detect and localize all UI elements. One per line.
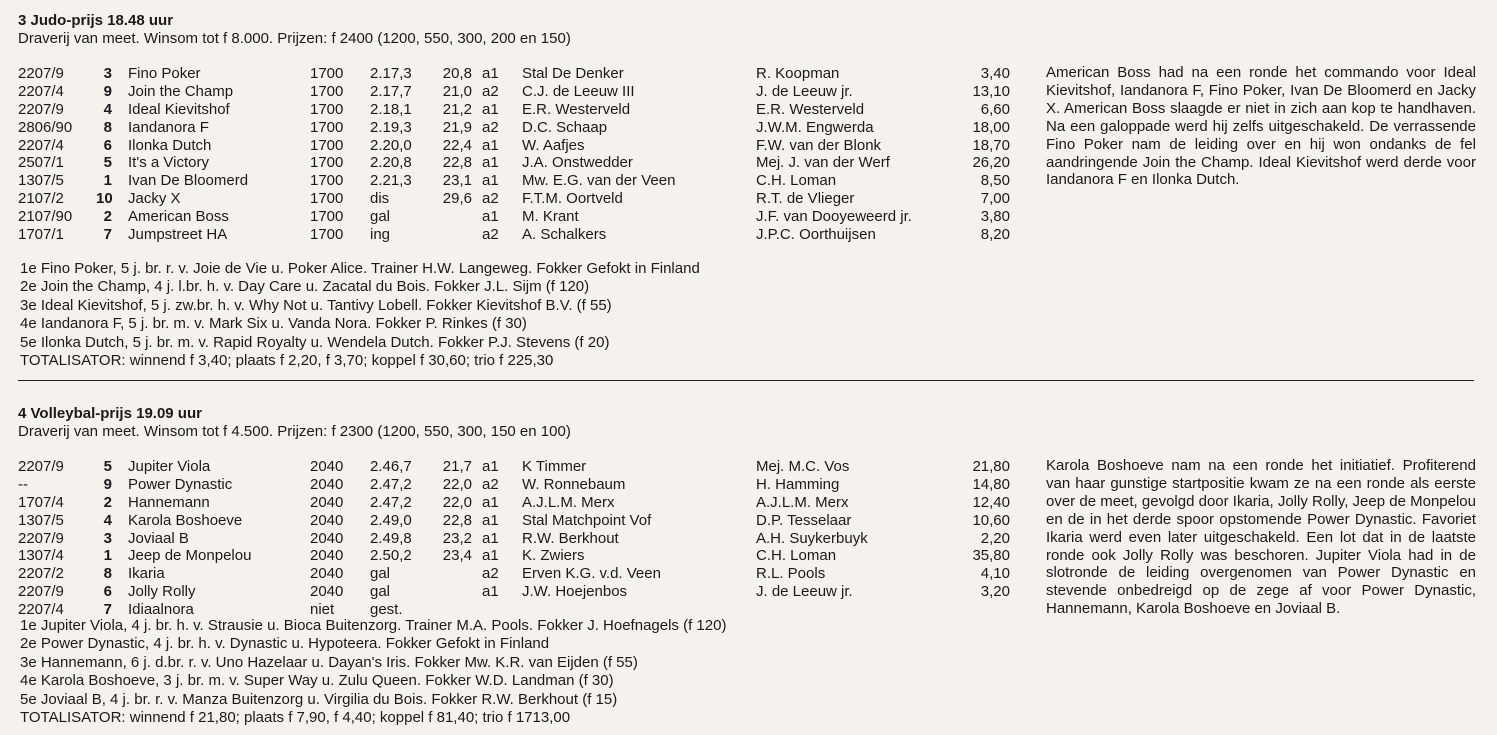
placings-list bbox=[20, 260, 700, 370]
class: a1 bbox=[482, 208, 499, 226]
start-date: 1307/4 bbox=[18, 547, 64, 565]
owner: R.W. Berkhout bbox=[522, 529, 619, 547]
placing-line: 3e Hannemann, 6 j. d.br. r. v. Uno Hazelaar u. Dayan's Iris. Fokker Mw. K.R. van Eijden (f 55) bbox=[20, 653, 638, 671]
driver: J. de Leeuw jr. bbox=[756, 82, 853, 100]
class: a1 bbox=[482, 458, 499, 475]
start-date: 2207/9 bbox=[18, 458, 64, 475]
class: a2 bbox=[482, 82, 499, 100]
reduction-time: 21,7 bbox=[442, 458, 472, 475]
start-number: 5 bbox=[103, 458, 112, 475]
horse-name: Jupiter Viola bbox=[128, 458, 211, 475]
horse-name: Join the Champ bbox=[128, 82, 234, 100]
start-date: 2507/1 bbox=[18, 154, 64, 172]
class: a1 bbox=[482, 547, 499, 565]
driver: J.P.C. Oorthuijsen bbox=[756, 226, 876, 244]
owner: J.W. Hoejenbos bbox=[522, 583, 628, 601]
driver: J. de Leeuw jr. bbox=[756, 583, 853, 601]
owner: A. Schalkers bbox=[522, 226, 607, 244]
odds: 3,20 bbox=[980, 583, 1010, 601]
section-divider bbox=[18, 380, 1474, 381]
driver: C.H. Loman bbox=[756, 547, 837, 565]
race-summary: American Boss had na een ronde het commando voor Ideal Kievitshof, Iandanora F, Fino Poker, Ivan De Bloomerd en Jacky X. American Boss slaagde er niet in zich aan kop te handhaven. Na een galoppade werd hij zelfs uitgeschakeld. De verrassende Fino Poker nam de leiding over en hij won ondanks de fel aandringende Join the Champ. Ideal Kievitshof werd derde voor Iandanora F en Ilonka Dutch. bbox=[1046, 64, 1476, 189]
start-date: 2207/4 bbox=[18, 82, 64, 100]
table-row bbox=[18, 512, 1028, 530]
odds: 4,10 bbox=[980, 565, 1010, 583]
start-number: 8 bbox=[103, 565, 112, 583]
owner: F.T.M. Oortveld bbox=[522, 190, 623, 208]
race-time: 2.19,3 bbox=[370, 118, 412, 136]
table-row bbox=[18, 583, 1028, 601]
reduction-time: 22,0 bbox=[442, 475, 472, 493]
race-time: gal bbox=[370, 565, 391, 583]
class: a1 bbox=[482, 529, 499, 547]
odds: 7,00 bbox=[980, 190, 1010, 208]
horse-name: Ilonka Dutch bbox=[128, 136, 212, 154]
race-time: ing bbox=[370, 226, 391, 244]
distance: 1700 bbox=[310, 190, 344, 208]
owner: C.J. de Leeuw III bbox=[522, 82, 635, 100]
race-time: 2.20,8 bbox=[370, 154, 412, 172]
distance: 2040 bbox=[310, 475, 344, 493]
owner: W. Ronnebaum bbox=[522, 475, 626, 493]
race-time: 2.18,1 bbox=[370, 100, 412, 118]
driver: Mej. J. van der Werf bbox=[756, 154, 890, 172]
start-date: 2207/9 bbox=[18, 529, 64, 547]
distance: 1700 bbox=[310, 154, 344, 172]
driver: C.H. Loman bbox=[756, 172, 837, 190]
start-number: 2 bbox=[103, 208, 112, 226]
class: a2 bbox=[482, 475, 499, 493]
start-date: 1307/5 bbox=[18, 172, 64, 190]
start-date: -- bbox=[18, 475, 28, 493]
distance: 2040 bbox=[310, 565, 344, 583]
reduction-time: 22,8 bbox=[442, 154, 472, 172]
distance: 1700 bbox=[310, 226, 344, 244]
driver: Mej. M.C. Vos bbox=[756, 458, 850, 475]
horse-name: Ikaria bbox=[128, 565, 165, 583]
reduction-time: 22,8 bbox=[442, 511, 472, 529]
race-section-judo bbox=[18, 12, 1478, 370]
owner: K Timmer bbox=[522, 458, 587, 475]
reduction-time: 21,9 bbox=[442, 118, 472, 136]
race-section-volleybal bbox=[18, 405, 1478, 727]
distance: 1700 bbox=[310, 118, 344, 136]
driver: F.W. van der Blonk bbox=[756, 136, 882, 154]
table-row bbox=[18, 154, 1028, 172]
race-time: dis bbox=[370, 190, 390, 208]
start-date: 2207/9 bbox=[18, 65, 64, 82]
class: a1 bbox=[482, 511, 499, 529]
owner: Mw. E.G. van der Veen bbox=[522, 172, 676, 190]
distance: 2040 bbox=[310, 583, 344, 601]
driver: A.J.L.M. Merx bbox=[756, 493, 849, 511]
start-number: 6 bbox=[103, 136, 112, 154]
start-number: 1 bbox=[103, 547, 112, 565]
odds: 21,80 bbox=[972, 458, 1010, 475]
horse-name: Iandanora F bbox=[128, 118, 209, 136]
table-row bbox=[18, 547, 1028, 565]
odds: 3,40 bbox=[980, 65, 1010, 82]
horse-name: Ideal Kievitshof bbox=[128, 100, 230, 118]
table-row bbox=[18, 458, 1028, 476]
start-date: 2207/9 bbox=[18, 100, 64, 118]
table-row bbox=[18, 65, 1028, 83]
driver: J.W.M. Engwerda bbox=[756, 118, 874, 136]
owner: W. Aafjes bbox=[522, 136, 585, 154]
class: a2 bbox=[482, 190, 499, 208]
totalisator-line: TOTALISATOR: winnend f 3,40; plaats f 2,20, f 3,70; koppel f 30,60; trio f 225,30 bbox=[20, 352, 554, 370]
start-date: 2207/4 bbox=[18, 136, 64, 154]
owner: M. Krant bbox=[522, 208, 579, 226]
distance: 2040 bbox=[310, 511, 344, 529]
class: a1 bbox=[482, 136, 499, 154]
driver: R. Koopman bbox=[756, 65, 840, 82]
odds: 10,60 bbox=[972, 511, 1010, 529]
race-time: 2.47,2 bbox=[370, 475, 412, 493]
class: a1 bbox=[482, 583, 499, 601]
distance: 2040 bbox=[310, 493, 344, 511]
distance: 1700 bbox=[310, 82, 344, 100]
odds: 14,80 bbox=[972, 475, 1010, 493]
start-number: 8 bbox=[103, 118, 112, 136]
result-table bbox=[18, 65, 1028, 244]
race-title: 3 Judo-prijs 18.48 uur bbox=[18, 12, 174, 29]
class: a1 bbox=[482, 154, 499, 172]
distance: 2040 bbox=[310, 547, 344, 565]
start-number: 7 bbox=[103, 601, 112, 619]
owner: Stal Matchpoint Vof bbox=[522, 511, 652, 529]
placing-line: 2e Join the Champ, 4 j. l.br. h. v. Day Care u. Zacatal du Bois. Fokker J.L. Sijm (f 120) bbox=[20, 278, 590, 296]
start-number: 2 bbox=[103, 493, 112, 511]
odds: 18,70 bbox=[972, 136, 1010, 154]
odds: 13,10 bbox=[972, 82, 1010, 100]
start-number: 9 bbox=[103, 475, 112, 493]
owner: A.J.L.M. Merx bbox=[522, 493, 615, 511]
driver: E.R. Westerveld bbox=[756, 100, 865, 118]
driver: R.L. Pools bbox=[756, 565, 826, 583]
table-row bbox=[18, 226, 1028, 244]
distance: 1700 bbox=[310, 100, 344, 118]
horse-name: Fino Poker bbox=[128, 65, 201, 82]
table-row bbox=[18, 137, 1028, 155]
table-row bbox=[18, 101, 1028, 119]
distance: niet bbox=[310, 601, 335, 619]
table-row bbox=[18, 565, 1028, 583]
race-time: 2.20,0 bbox=[370, 136, 412, 154]
start-number: 7 bbox=[103, 226, 112, 244]
start-number: 4 bbox=[103, 100, 112, 118]
race-time: 2.17,3 bbox=[370, 65, 412, 82]
start-number: 10 bbox=[96, 190, 113, 208]
totalisator-line: TOTALISATOR: winnend f 21,80; plaats f 7,90, f 4,40; koppel f 81,40; trio f 1713,00 bbox=[20, 709, 571, 727]
start-number: 3 bbox=[103, 65, 112, 82]
table-row bbox=[18, 494, 1028, 512]
table-row bbox=[18, 190, 1028, 208]
driver: D.P. Tesselaar bbox=[756, 511, 852, 529]
placing-line: 4e Iandanora F, 5 j. br. m. v. Mark Six u. Vanda Nora. Fokker P. Rinkes (f 30) bbox=[20, 315, 527, 333]
class: a1 bbox=[482, 100, 499, 118]
owner: K. Zwiers bbox=[522, 547, 585, 565]
race-time: 2.21,3 bbox=[370, 172, 412, 190]
distance: 1700 bbox=[310, 65, 344, 82]
placing-line: 4e Karola Boshoeve, 3 j. br. m. v. Super Way u. Zulu Queen. Fokker W.D. Landman (f 30) bbox=[20, 672, 614, 690]
table-row bbox=[18, 83, 1028, 101]
race-subtitle: Draverij van meet. Winsom tot f 4.500. Prijzen: f 2300 (1200, 550, 300, 150 en 100) bbox=[18, 423, 571, 440]
odds: 8,50 bbox=[980, 172, 1010, 190]
reduction-time: 23,2 bbox=[442, 529, 472, 547]
start-date: 2107/2 bbox=[18, 190, 64, 208]
odds: 6,60 bbox=[980, 100, 1010, 118]
start-date: 2207/2 bbox=[18, 565, 64, 583]
odds: 2,20 bbox=[980, 529, 1010, 547]
race-time: 2.46,7 bbox=[370, 458, 412, 475]
table-row bbox=[18, 172, 1028, 190]
odds: 18,00 bbox=[972, 118, 1010, 136]
start-date: 1307/5 bbox=[18, 511, 64, 529]
horse-name: It's a Victory bbox=[128, 154, 209, 172]
race-time: 2.50,2 bbox=[370, 547, 412, 565]
placing-line: 2e Power Dynastic, 4 j. br. h. v. Dynastic u. Hypoteera. Fokker Gefokt in Finland bbox=[20, 635, 550, 653]
placing-line: 3e Ideal Kievitshof, 5 j. zw.br. h. v. Why Not u. Tantivy Lobell. Fokker Kievitshof B.V. (f 55) bbox=[20, 296, 612, 314]
result-table bbox=[18, 458, 1028, 619]
race-time: 2.49,0 bbox=[370, 511, 412, 529]
reduction-time: 29,6 bbox=[442, 190, 472, 208]
start-date: 1707/1 bbox=[18, 226, 64, 244]
reduction-time: 23,1 bbox=[442, 172, 472, 190]
reduction-time: 20,8 bbox=[442, 65, 472, 82]
horse-name: Jacky X bbox=[128, 190, 181, 208]
horse-name: Idiaalnora bbox=[128, 601, 194, 619]
placing-line: 1e Jupiter Viola, 4 j. br. h. v. Strausie u. Bioca Buitenzorg. Trainer M.A. Pools. Fokker J. Hoefnagels (f 120) bbox=[20, 617, 727, 634]
placing-line: 5e Ilonka Dutch, 5 j. br. m. v. Rapid Royalty u. Wendela Dutch. Fokker P.J. Stevens (f 20) bbox=[20, 333, 610, 351]
start-date: 2207/9 bbox=[18, 583, 64, 601]
placings-list bbox=[20, 617, 726, 727]
class: a1 bbox=[482, 65, 499, 82]
race-time: gal bbox=[370, 208, 391, 226]
driver: A.H. Suykerbuyk bbox=[756, 529, 868, 547]
distance: 2040 bbox=[310, 458, 344, 475]
driver: J.F. van Dooyeweerd jr. bbox=[756, 208, 912, 226]
placing-line: 1e Fino Poker, 5 j. br. r. v. Joie de Vie u. Poker Alice. Trainer H.W. Langeweg. Fokker Gefokt in Finland bbox=[20, 260, 700, 277]
horse-name: Jumpstreet HA bbox=[128, 226, 228, 244]
class: a2 bbox=[482, 565, 499, 583]
distance: 1700 bbox=[310, 136, 344, 154]
start-date: 2806/90 bbox=[18, 118, 73, 136]
horse-name: Karola Boshoeve bbox=[128, 511, 243, 529]
odds: 35,80 bbox=[972, 547, 1010, 565]
owner: J.A. Onstwedder bbox=[522, 154, 633, 172]
start-number: 3 bbox=[103, 529, 112, 547]
horse-name: Ivan De Bloomerd bbox=[128, 172, 249, 190]
reduction-time: 22,4 bbox=[442, 136, 472, 154]
reduction-time: 23,4 bbox=[442, 547, 472, 565]
table-row bbox=[18, 530, 1028, 548]
race-time: 2.49,8 bbox=[370, 529, 412, 547]
class: a1 bbox=[482, 493, 499, 511]
distance: 1700 bbox=[310, 172, 344, 190]
horse-name: Power Dynastic bbox=[128, 475, 233, 493]
class: a2 bbox=[482, 226, 499, 244]
table-row bbox=[18, 119, 1028, 137]
horse-name: Hannemann bbox=[128, 493, 210, 511]
start-number: 6 bbox=[103, 583, 112, 601]
table-row bbox=[18, 208, 1028, 226]
owner: Stal De Denker bbox=[522, 65, 624, 82]
odds: 12,40 bbox=[972, 493, 1010, 511]
odds: 8,20 bbox=[980, 226, 1010, 244]
owner: E.R. Westerveld bbox=[522, 100, 631, 118]
horse-name: Jolly Rolly bbox=[128, 583, 196, 601]
start-date: 1707/4 bbox=[18, 493, 64, 511]
start-date: 2207/4 bbox=[18, 601, 64, 619]
horse-name: American Boss bbox=[128, 208, 229, 226]
horse-name: Joviaal B bbox=[128, 529, 189, 547]
start-date: 2107/90 bbox=[18, 208, 73, 226]
race-time: 2.17,7 bbox=[370, 82, 412, 100]
odds: 26,20 bbox=[972, 154, 1010, 172]
horse-name: Jeep de Monpelou bbox=[128, 547, 252, 565]
odds: 3,80 bbox=[980, 208, 1010, 226]
reduction-time: 21,0 bbox=[442, 82, 472, 100]
race-time: gal bbox=[370, 583, 391, 601]
driver: R.T. de Vlieger bbox=[756, 190, 855, 208]
start-number: 5 bbox=[103, 154, 112, 172]
owner: Erven K.G. v.d. Veen bbox=[522, 565, 661, 583]
start-number: 1 bbox=[103, 172, 112, 190]
race-subtitle: Draverij van meet. Winsom tot f 8.000. Prijzen: f 2400 (1200, 550, 300, 200 en 150) bbox=[18, 30, 571, 47]
table-row bbox=[18, 476, 1028, 494]
class: a1 bbox=[482, 172, 499, 190]
driver: H. Hamming bbox=[756, 475, 840, 493]
start-number: 9 bbox=[103, 82, 112, 100]
race-time: gest. bbox=[370, 601, 403, 619]
race-title: 4 Volleybal-prijs 19.09 uur bbox=[18, 405, 202, 422]
reduction-time: 22,0 bbox=[442, 493, 472, 511]
class: a2 bbox=[482, 118, 499, 136]
reduction-time: 21,2 bbox=[442, 100, 472, 118]
race-summary: Karola Boshoeve nam na een ronde het initiatief. Profiterend van haar gunstige startpositie kwam ze na een ronde als eerste over de meet, gevolgd door Ikaria, Jolly Rolly, Jeep de Monpelou en de in het derde spoor opstomende Power Dynastic. Favoriet Ikaria werd even later uitgeschakeld. Een lot dat in de laatste ronde ook Jolly Rolly was beschoren. Jupiter Viola had in de slotronde de leiding overgenomen van Power Dynastic en stevende onbedreigd op de zege af voor Power Dynastic, Hannemann, Karola Boshoeve en Joviaal B. bbox=[1046, 457, 1476, 618]
start-number: 4 bbox=[103, 511, 112, 529]
distance: 2040 bbox=[310, 529, 344, 547]
placing-line: 5e Joviaal B, 4 j. br. r. v. Manza Buitenzorg u. Virgilia du Bois. Fokker R.W. Berkhout (f 15) bbox=[20, 690, 618, 708]
race-time: 2.47,2 bbox=[370, 493, 412, 511]
distance: 1700 bbox=[310, 208, 344, 226]
owner: D.C. Schaap bbox=[522, 118, 608, 136]
